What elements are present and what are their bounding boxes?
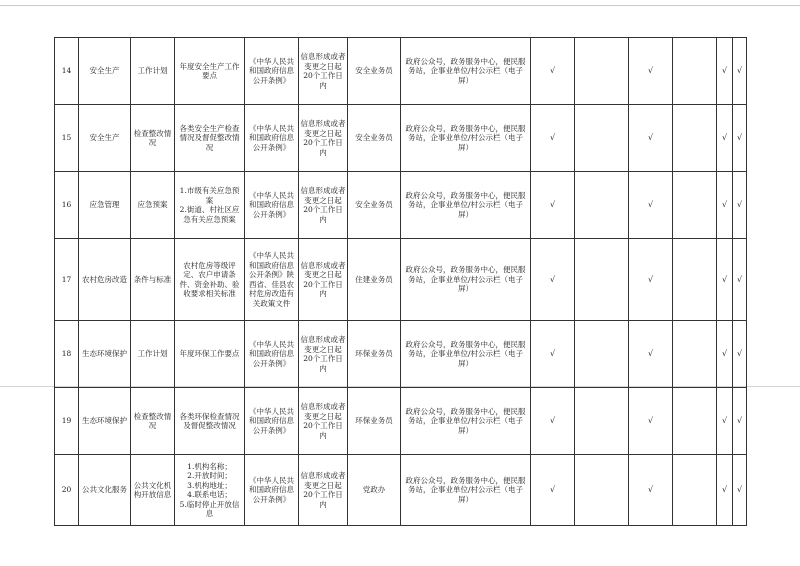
item-cell: 公共文化机构开放信息 bbox=[131, 455, 175, 526]
responsible-cell: 住建业务员 bbox=[348, 239, 401, 321]
content-cell: 各类环保检查情况及督促整改情况 bbox=[175, 388, 245, 455]
check-mark: √ bbox=[647, 485, 654, 495]
check-mark: √ bbox=[736, 200, 743, 210]
time-limit-cell: 信息形成或者变更之日起 20个工作日内 bbox=[299, 38, 348, 105]
check-cell-4 bbox=[673, 455, 717, 526]
check-mark: √ bbox=[721, 485, 728, 495]
check-cell-5 bbox=[717, 455, 733, 526]
check-cell-2 bbox=[575, 388, 629, 455]
responsible-cell: 安全业务员 bbox=[348, 38, 401, 105]
scan-line-top bbox=[0, 5, 800, 6]
item-cell: 条件与标准 bbox=[131, 239, 175, 321]
item-cell: 应急预案 bbox=[131, 172, 175, 239]
check-mark: √ bbox=[736, 485, 743, 495]
check-mark: √ bbox=[647, 200, 654, 210]
item-cell: 工作计划 bbox=[131, 321, 175, 388]
check-cell-6 bbox=[733, 239, 747, 321]
check-mark: √ bbox=[721, 200, 728, 210]
check-cell-1 bbox=[531, 388, 575, 455]
check-cell-6 bbox=[733, 388, 747, 455]
time-limit-cell: 信息形成或者变更之日起 20个工作日内 bbox=[299, 105, 348, 172]
item-cell: 检查整改情况 bbox=[131, 105, 175, 172]
channels-cell: 政府公众号，政务服务中心，便民服务站，企事业单位/村公示栏（电子屏） bbox=[401, 388, 531, 455]
channels-cell: 政府公众号，政务服务中心，便民服务站，企事业单位/村公示栏（电子屏） bbox=[401, 239, 531, 321]
check-mark: √ bbox=[647, 274, 654, 284]
check-cell-6 bbox=[733, 321, 747, 388]
content-cell: 农村危房等级评定、农户申请条件、资金补助、验收要求相关标准 bbox=[175, 239, 245, 321]
responsible-cell: 党政办 bbox=[348, 455, 401, 526]
time-limit-cell: 信息形成或者变更之日起 20个工作日内 bbox=[299, 455, 348, 526]
check-mark: √ bbox=[549, 66, 556, 76]
check-cell-6 bbox=[733, 38, 747, 105]
content-cell: 年度环保工作要点 bbox=[175, 321, 245, 388]
check-mark: √ bbox=[736, 133, 743, 143]
check-cell-2 bbox=[575, 321, 629, 388]
check-cell-4 bbox=[673, 321, 717, 388]
disclosure-table bbox=[54, 37, 747, 526]
channels-cell: 政府公众号，政务服务中心，便民服务站，企事业单位/村公示栏（电子屏） bbox=[401, 455, 531, 526]
check-mark: √ bbox=[721, 66, 728, 76]
category-cell: 公共文化服务 bbox=[79, 455, 131, 526]
check-cell-5 bbox=[717, 105, 733, 172]
check-mark: √ bbox=[647, 349, 654, 359]
check-mark: √ bbox=[549, 274, 556, 284]
check-cell-1 bbox=[531, 455, 575, 526]
category-cell: 生态环境保护 bbox=[79, 388, 131, 455]
check-cell-4 bbox=[673, 172, 717, 239]
table-row bbox=[55, 105, 747, 172]
category-cell: 应急管理 bbox=[79, 172, 131, 239]
check-mark: √ bbox=[647, 133, 654, 143]
check-cell-5 bbox=[717, 239, 733, 321]
row-number-cell: 18 bbox=[55, 321, 79, 388]
check-cell-1 bbox=[531, 172, 575, 239]
check-cell-1 bbox=[531, 38, 575, 105]
basis-cell: 《中华人民共和国政府信息公开条例》 bbox=[245, 321, 299, 388]
check-cell-4 bbox=[673, 239, 717, 321]
check-cell-3 bbox=[629, 38, 673, 105]
check-cell-5 bbox=[717, 38, 733, 105]
basis-cell: 《中华人民共和国政府信息公开条例》 bbox=[245, 172, 299, 239]
item-cell: 工作计划 bbox=[131, 38, 175, 105]
time-limit-cell: 信息形成或者变更之日起 20个工作日内 bbox=[299, 239, 348, 321]
check-mark: √ bbox=[736, 349, 743, 359]
check-mark: √ bbox=[721, 133, 728, 143]
check-mark: √ bbox=[736, 274, 743, 284]
check-mark: √ bbox=[736, 416, 743, 426]
category-cell: 生态环境保护 bbox=[79, 321, 131, 388]
content-cell: 年度安全生产工作要点 bbox=[175, 38, 245, 105]
responsible-cell: 环保业务员 bbox=[348, 388, 401, 455]
basis-cell: 《中华人民共和国政府信息公开条例》 bbox=[245, 388, 299, 455]
check-cell-3 bbox=[629, 388, 673, 455]
check-cell-5 bbox=[717, 388, 733, 455]
time-limit-cell: 信息形成或者变更之日起 20个工作日内 bbox=[299, 321, 348, 388]
basis-cell: 《中华人民共和国政府信息公开条例》 bbox=[245, 455, 299, 526]
check-cell-2 bbox=[575, 105, 629, 172]
check-cell-6 bbox=[733, 455, 747, 526]
check-mark: √ bbox=[549, 200, 556, 210]
category-cell: 安全生产 bbox=[79, 105, 131, 172]
row-number-cell: 20 bbox=[55, 455, 79, 526]
basis-cell: 《中华人民共和国政府信息公开条例》 bbox=[245, 105, 299, 172]
table-row bbox=[55, 239, 747, 321]
responsible-cell: 安全业务员 bbox=[348, 105, 401, 172]
check-mark: √ bbox=[721, 349, 728, 359]
check-cell-4 bbox=[673, 105, 717, 172]
check-mark: √ bbox=[647, 66, 654, 76]
table-row bbox=[55, 455, 747, 526]
check-cell-6 bbox=[733, 172, 747, 239]
check-cell-4 bbox=[673, 38, 717, 105]
check-cell-2 bbox=[575, 455, 629, 526]
content-cell: 1.机构名称； 2.开放时间； 3.机构地址； 4.联系电话； 5.临时停止开放信息 bbox=[175, 455, 245, 526]
check-cell-3 bbox=[629, 172, 673, 239]
responsible-cell: 安全业务员 bbox=[348, 172, 401, 239]
check-cell-3 bbox=[629, 239, 673, 321]
check-cell-3 bbox=[629, 321, 673, 388]
item-cell: 检查整改情况 bbox=[131, 388, 175, 455]
check-cell-2 bbox=[575, 239, 629, 321]
check-cell-6 bbox=[733, 105, 747, 172]
row-number-cell: 17 bbox=[55, 239, 79, 321]
check-mark: √ bbox=[549, 349, 556, 359]
check-mark: √ bbox=[647, 416, 654, 426]
check-mark: √ bbox=[549, 485, 556, 495]
table-row bbox=[55, 38, 747, 105]
table-row bbox=[55, 321, 747, 388]
category-cell: 农村危房改造 bbox=[79, 239, 131, 321]
table-row bbox=[55, 172, 747, 239]
check-cell-3 bbox=[629, 455, 673, 526]
row-number-cell: 19 bbox=[55, 388, 79, 455]
check-mark: √ bbox=[736, 66, 743, 76]
row-number-cell: 16 bbox=[55, 172, 79, 239]
channels-cell: 政府公众号，政务服务中心，便民服务站，企事业单位/村公示栏（电子屏） bbox=[401, 105, 531, 172]
channels-cell: 政府公众号，政务服务中心，便民服务站，企事业单位/村公示栏（电子屏） bbox=[401, 321, 531, 388]
row-number-cell: 15 bbox=[55, 105, 79, 172]
check-cell-5 bbox=[717, 172, 733, 239]
check-cell-1 bbox=[531, 321, 575, 388]
content-cell: 1.市级有关应急预案 2.街道、村社区应急有关应急预案 bbox=[175, 172, 245, 239]
row-number-cell: 14 bbox=[55, 38, 79, 105]
check-cell-5 bbox=[717, 321, 733, 388]
check-cell-1 bbox=[531, 105, 575, 172]
check-mark: √ bbox=[549, 416, 556, 426]
category-cell: 安全生产 bbox=[79, 38, 131, 105]
check-cell-4 bbox=[673, 388, 717, 455]
check-mark: √ bbox=[549, 133, 556, 143]
time-limit-cell: 信息形成或者变更之日起 20个工作日内 bbox=[299, 388, 348, 455]
check-cell-2 bbox=[575, 38, 629, 105]
time-limit-cell: 信息形成或者变更之日起 20个工作日内 bbox=[299, 172, 348, 239]
table-row bbox=[55, 388, 747, 455]
basis-cell: 《中华人民共和国政府信息公开条例》 bbox=[245, 38, 299, 105]
check-cell-3 bbox=[629, 105, 673, 172]
responsible-cell: 环保业务员 bbox=[348, 321, 401, 388]
check-mark: √ bbox=[721, 416, 728, 426]
content-cell: 各类安全生产检查情况及督促整改情况 bbox=[175, 105, 245, 172]
check-cell-1 bbox=[531, 239, 575, 321]
check-mark: √ bbox=[721, 274, 728, 284]
check-cell-2 bbox=[575, 172, 629, 239]
channels-cell: 政府公众号，政务服务中心，便民服务站，企事业单位/村公示栏（电子屏） bbox=[401, 172, 531, 239]
channels-cell: 政府公众号，政务服务中心，便民服务站，企事业单位/村公示栏（电子屏） bbox=[401, 38, 531, 105]
basis-cell: 《中华人民共和国政府信息公开条例》陕西省、佳县农村危房改造有关政策文件 bbox=[245, 239, 299, 321]
